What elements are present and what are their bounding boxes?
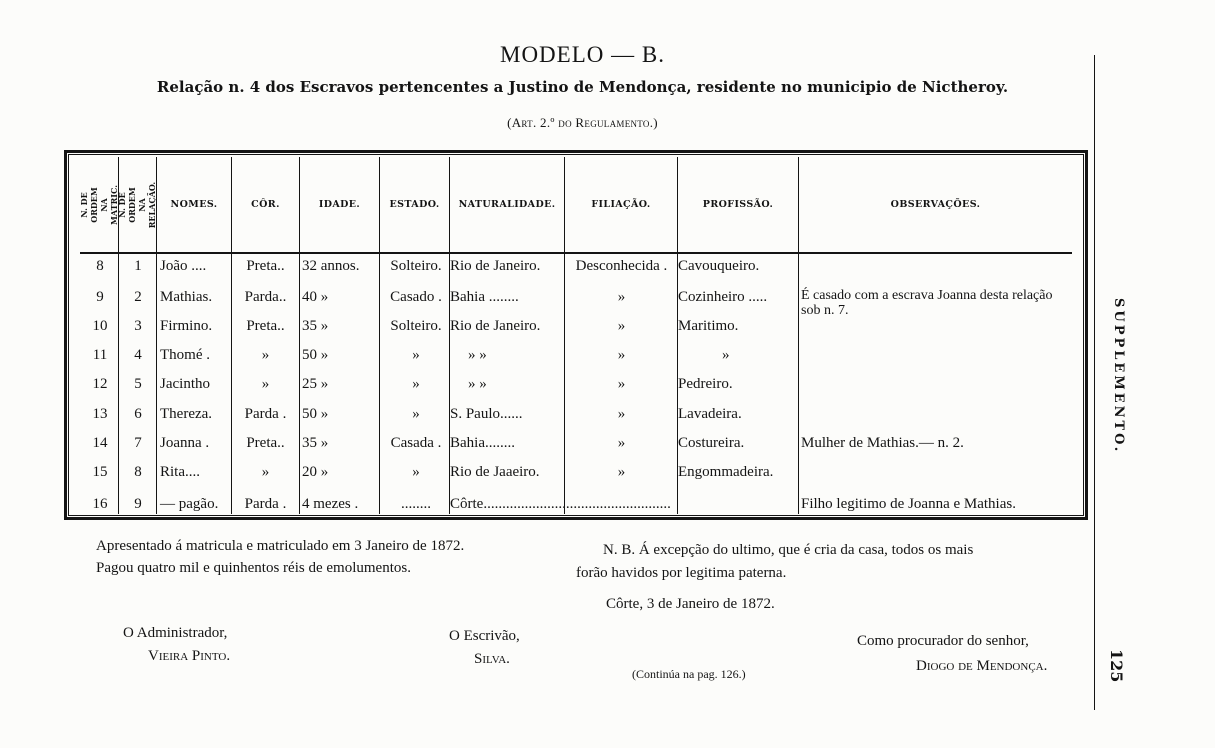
cell-filiacao: » — [617, 289, 626, 305]
cell-filiacao: Desconhecida . — [575, 258, 668, 274]
cell-naturalidade: Rio de Janeiro. — [450, 318, 541, 334]
cell-relacao: 1 — [134, 258, 142, 274]
table-row — [0, 285, 768, 305]
cell-naturalidade: Côrte.................................................. — [450, 496, 671, 512]
cell-relacao: 7 — [134, 435, 142, 451]
cell-observacoes: Filho legitimo de Joanna e Mathias. — [801, 496, 1016, 512]
cell-matricula: 8 — [96, 258, 104, 274]
cell-matricula: 14 — [92, 435, 108, 451]
side-label: SUPPLEMENTO. — [1111, 297, 1126, 455]
cell-idade: 50 » — [302, 347, 329, 363]
cell-nome: Jacintho — [160, 376, 210, 392]
administrador-name: Vieira Pinto. — [148, 648, 231, 664]
header-cor: CÔR. — [251, 199, 280, 210]
cell-idade: 4 mezes . — [302, 496, 359, 512]
cell-estado: » — [412, 464, 420, 480]
cell-estado: Casado . — [390, 289, 442, 305]
procurador-title: Como procurador do senhor, — [857, 633, 1029, 649]
cell-observacoes — [801, 402, 1071, 426]
cell-estado: Casada . — [390, 435, 442, 451]
cell-observacoes — [801, 314, 1071, 338]
table-row — [0, 431, 964, 451]
cell-nome: Rita.... — [160, 464, 200, 480]
cell-cor: Preta.. — [246, 258, 285, 274]
cell-observacoes — [801, 460, 1071, 484]
document-subtitle: Relação n. 4 dos Escravos pertencentes a Justino de Mendonça, residente no municipio de Nictheroy. — [156, 78, 1009, 96]
cell-naturalidade: » » — [468, 376, 487, 392]
cell-matricula: 12 — [92, 376, 108, 392]
cell-profissao: Cavouqueiro. — [678, 258, 760, 274]
cell-profissao: Cozinheiro ..... — [678, 289, 768, 305]
cell-profissao — [678, 492, 798, 516]
cell-cor: » — [261, 376, 270, 392]
cell-filiacao: » — [617, 376, 626, 392]
page-number: 125 — [1107, 649, 1126, 683]
cell-nome: — pagão. — [160, 496, 219, 512]
cell-profissao: Engommadeira. — [678, 464, 774, 480]
cell-filiacao: » — [617, 406, 626, 422]
cell-observacoes — [801, 254, 1071, 278]
table-row — [0, 402, 742, 422]
table-row — [0, 314, 739, 334]
cell-relacao: 4 — [134, 347, 142, 363]
administrador-title: O Administrador, — [123, 625, 228, 641]
cell-matricula: 11 — [92, 347, 108, 363]
article-reference: (Art. 2.º do Regulamento.) — [507, 115, 658, 130]
cell-naturalidade: Rio de Jaaeiro. — [450, 464, 540, 480]
cell-idade: 40 » — [302, 289, 329, 305]
registration-note-line1: Apresentado á matricula e matriculado em 3 Janeiro de 1872. — [96, 538, 465, 554]
table-row — [0, 372, 733, 392]
header-naturalidade: NATURALIDADE. — [458, 199, 556, 210]
cell-naturalidade: Bahia........ — [450, 435, 515, 451]
margin-rule — [1094, 55, 1095, 710]
header-filiacao: FILIAÇÃO. — [591, 199, 651, 210]
cell-profissao: » — [722, 347, 730, 363]
cell-observacoes: É casado com a escrava Joanna desta relação sob n. 7. — [801, 288, 1053, 318]
escrivao-title: O Escrivão, — [449, 628, 520, 644]
cell-matricula: 9 — [96, 289, 104, 305]
cell-filiacao: » — [617, 318, 626, 334]
cell-idade: 32 annos. — [302, 258, 360, 274]
table-row — [0, 343, 730, 363]
escrivao-name: Silva. — [474, 651, 510, 667]
cell-matricula: 13 — [92, 406, 108, 422]
nb-note-line2: forão havidos por legitima paterna. — [576, 565, 787, 581]
cell-cor: » — [261, 347, 270, 363]
cell-idade: 25 » — [302, 376, 329, 392]
cell-nome: Mathias. — [160, 289, 213, 305]
cell-cor: Preta.. — [246, 318, 285, 334]
procurador-name: Diogo de Mendonça. — [916, 658, 1048, 674]
document-date: Côrte, 3 de Janeiro de 1872. — [606, 596, 775, 612]
cell-profissao: Maritimo. — [678, 318, 739, 334]
cell-observacoes: Mulher de Mathias.— n. 2. — [801, 435, 964, 451]
cell-nome: Joanna . — [160, 435, 210, 451]
cell-relacao: 3 — [134, 318, 142, 334]
cell-estado: ........ — [401, 496, 431, 512]
cell-estado: » — [412, 406, 420, 422]
table-row — [0, 254, 760, 274]
cell-matricula: 10 — [92, 318, 108, 334]
table-row — [0, 460, 774, 480]
cell-naturalidade: Bahia ........ — [450, 289, 519, 305]
cell-relacao: 6 — [134, 406, 142, 422]
cell-nome: Firmino. — [160, 318, 213, 334]
header-idade: IDADE. — [318, 199, 361, 210]
cell-relacao: 2 — [134, 289, 142, 305]
cell-filiacao: » — [617, 435, 626, 451]
header-observacoes: OBSERVAÇÕES. — [890, 199, 981, 210]
cell-matricula: 16 — [92, 496, 108, 512]
cell-cor: Preta.. — [246, 435, 285, 451]
cell-estado: Solteiro. — [390, 258, 442, 274]
header-estado: ESTADO. — [389, 199, 440, 210]
cell-filiacao — [565, 492, 678, 516]
page-title: MODELO — B. — [500, 42, 665, 67]
header-profissao: PROFISSÃO. — [702, 199, 774, 210]
cell-naturalidade: S. Paulo...... — [450, 406, 523, 422]
cell-estado: Solteiro. — [390, 318, 442, 334]
cell-observacoes — [801, 372, 1071, 396]
cell-observacoes — [801, 343, 1071, 367]
cell-matricula: 15 — [92, 464, 108, 480]
cell-naturalidade: » » — [468, 347, 487, 363]
cell-cor: Parda . — [244, 496, 287, 512]
cell-relacao: 5 — [134, 376, 142, 392]
cell-relacao: 8 — [134, 464, 142, 480]
cell-naturalidade: Rio de Janeiro. — [450, 258, 541, 274]
header-nomes: NOMES. — [170, 199, 218, 210]
cell-nome: Thomé . — [160, 347, 210, 363]
cell-profissao: Costureira. — [678, 435, 745, 451]
cell-estado: » — [412, 347, 420, 363]
cell-cor: Parda.. — [244, 289, 287, 305]
cell-nome: Thereza. — [160, 406, 213, 422]
cell-estado: » — [412, 376, 420, 392]
cell-idade: 50 » — [302, 406, 329, 422]
nb-note-line1: N. B. Á excepção do ultimo, que é cria da casa, todos os mais — [603, 542, 974, 558]
cell-relacao: 9 — [134, 496, 142, 512]
registration-note-line2: Pagou quatro mil e quinhentos réis de emolumentos. — [96, 560, 411, 576]
cell-cor: » — [261, 464, 270, 480]
header-matricula: N. DE ORDEM NA MATRIC. — [79, 184, 120, 225]
cell-filiacao: » — [617, 347, 626, 363]
cell-filiacao: » — [617, 464, 626, 480]
cell-profissao: Pedreiro. — [678, 376, 733, 392]
cell-idade: 35 » — [302, 318, 329, 334]
cell-profissao: Lavadeira. — [678, 406, 742, 422]
header-relacao: N. DE ORDEM NA RELAÇÃO. — [117, 181, 158, 228]
cell-idade: 35 » — [302, 435, 329, 451]
table-row — [0, 492, 1016, 512]
cell-idade: 20 » — [302, 464, 329, 480]
continuation-note: (Continúa na pag. 126.) — [632, 667, 746, 681]
cell-cor: Parda . — [244, 406, 287, 422]
cell-nome: João .... — [160, 258, 207, 274]
